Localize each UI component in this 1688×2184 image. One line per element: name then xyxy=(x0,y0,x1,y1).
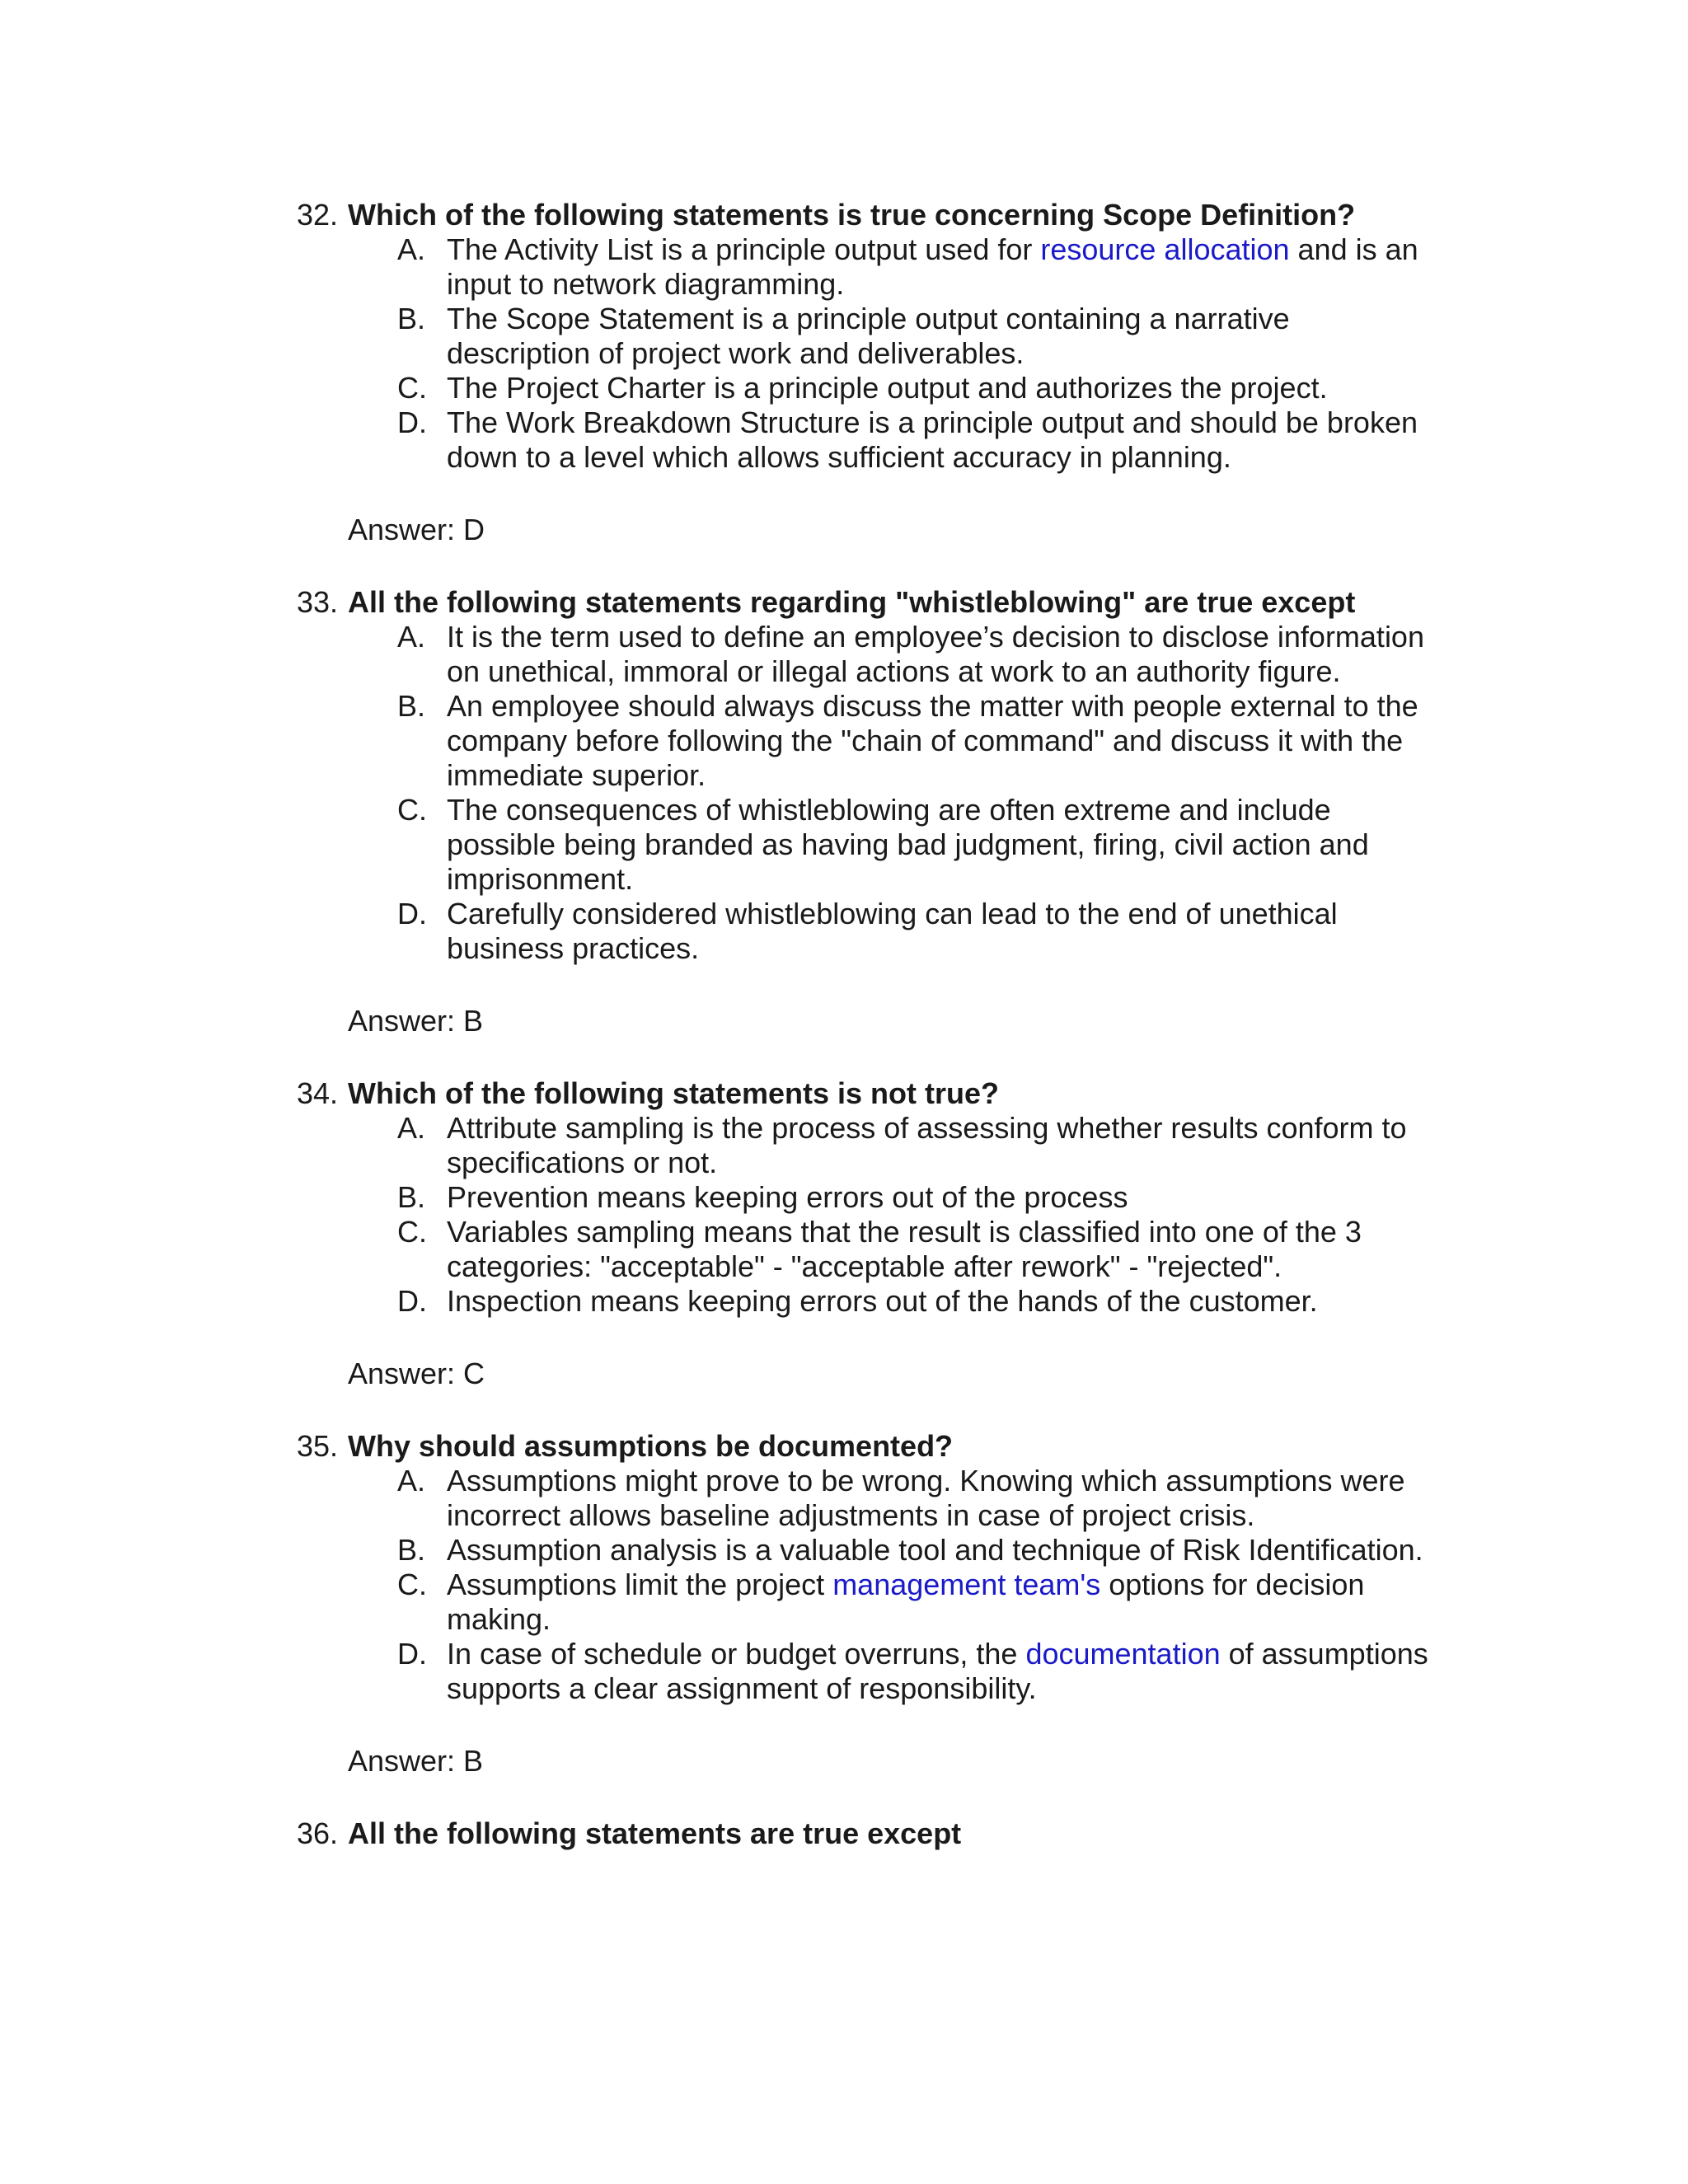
question-number: 33. xyxy=(297,585,339,619)
option-letter: B. xyxy=(397,1533,426,1567)
option-text: The Activity List is a principle output used for xyxy=(447,232,1041,266)
option-c xyxy=(297,793,1436,897)
option-letter: B. xyxy=(397,302,426,335)
option-text: The consequences of whistleblowing are often extreme and include possible being branded as having bad judgment, firing, civil action and imprisonment. xyxy=(447,793,1369,896)
spacer xyxy=(297,1391,1451,1429)
option-text: Attribute sampling is the process of assessing whether results conform to specifications or not. xyxy=(447,1111,1407,1179)
question-35 xyxy=(297,1429,1451,1816)
question-number: 36. xyxy=(297,1816,339,1850)
documentation-link[interactable]: documentation xyxy=(1025,1637,1221,1671)
option-d xyxy=(297,405,1436,475)
question-heading xyxy=(297,198,1451,232)
option-text: The Scope Statement is a principle output containing a narrative description of project work and deliverables. xyxy=(447,302,1290,370)
option-letter: A. xyxy=(397,620,426,654)
option-d xyxy=(297,897,1436,966)
option-a xyxy=(297,1111,1436,1180)
option-text: Variables sampling means that the result is classified into one of the 3 categories: "acceptable" - "acceptable after rework" - "rejected". xyxy=(447,1215,1362,1283)
spacer xyxy=(297,1779,1451,1816)
option-a xyxy=(297,620,1436,689)
question-36 xyxy=(297,1816,1451,1851)
option-text: The Project Charter is a principle output and authorizes the project. xyxy=(447,371,1328,405)
option-c xyxy=(297,1215,1436,1284)
option-list xyxy=(297,1464,1451,1706)
answer-line: Answer: B xyxy=(348,1004,484,1038)
option-letter: A. xyxy=(397,1111,426,1145)
option-text: It is the term used to define an employee’s decision to disclose information on unethical, immoral or illegal actions at work to an authority figure. xyxy=(447,620,1424,688)
option-b xyxy=(297,302,1436,371)
option-text: Assumption analysis is a valuable tool and technique of Risk Identification. xyxy=(447,1533,1423,1567)
option-text-tail: of assumptions supports a clear assignment of responsibility. xyxy=(447,1637,1428,1705)
question-text: All the following statements are true except xyxy=(348,1816,962,1850)
option-letter: C. xyxy=(397,1568,427,1601)
option-list xyxy=(297,232,1451,475)
option-text: Prevention means keeping errors out of the process xyxy=(447,1180,1128,1214)
spacer xyxy=(297,1038,1451,1076)
option-text: The Work Breakdown Structure is a principle output and should be broken down to a level which allows sufficient accuracy in planning. xyxy=(447,405,1418,474)
option-letter: D. xyxy=(397,897,427,930)
option-text: In case of schedule or budget overruns, the xyxy=(447,1637,1026,1671)
option-letter: A. xyxy=(397,232,426,266)
option-b xyxy=(297,1533,1436,1568)
option-c xyxy=(297,371,1436,405)
question-heading xyxy=(297,1076,1451,1111)
question-number: 35. xyxy=(297,1429,339,1463)
question-text: Which of the following statements is not true? xyxy=(348,1076,999,1110)
option-letter: D. xyxy=(397,1284,427,1318)
question-text: Why should assumptions be documented? xyxy=(348,1429,954,1463)
answer-line: Answer: C xyxy=(348,1357,485,1390)
option-text-tail: options for decision making. xyxy=(447,1568,1365,1636)
option-b xyxy=(297,1180,1436,1215)
option-text: Inspection means keeping errors out of the hands of the customer. xyxy=(447,1284,1318,1318)
option-list xyxy=(297,620,1451,966)
question-text: Which of the following statements is true concerning Scope Definition? xyxy=(348,198,1356,232)
question-34 xyxy=(297,1076,1451,1429)
option-list xyxy=(297,1111,1451,1319)
option-letter: B. xyxy=(397,689,426,723)
question-heading xyxy=(297,1429,1451,1464)
option-b xyxy=(297,689,1436,793)
option-d xyxy=(297,1284,1436,1319)
option-a xyxy=(297,1464,1436,1533)
question-32 xyxy=(297,198,1451,585)
option-letter: C. xyxy=(397,371,427,405)
option-c xyxy=(297,1568,1436,1637)
spacer xyxy=(297,547,1451,585)
answer-line: Answer: D xyxy=(348,513,485,546)
option-letter: D. xyxy=(397,1637,427,1671)
question-heading xyxy=(297,1816,1451,1851)
option-letter: B. xyxy=(397,1180,426,1214)
question-text: All the following statements regarding "whistleblowing" are true except xyxy=(348,585,1356,619)
option-letter: A. xyxy=(397,1464,426,1497)
answer-line: Answer: B xyxy=(348,1744,484,1778)
management-team-link[interactable]: management team's xyxy=(832,1568,1101,1601)
option-text-tail: and is an input to network diagramming. xyxy=(447,232,1418,301)
question-heading xyxy=(297,585,1451,620)
option-d xyxy=(297,1637,1436,1706)
question-number: 32. xyxy=(297,198,339,232)
question-number: 34. xyxy=(297,1076,339,1110)
option-a xyxy=(297,232,1436,302)
option-letter: C. xyxy=(397,793,427,827)
question-33 xyxy=(297,585,1451,1076)
option-text: Assumptions might prove to be wrong. Knowing which assumptions were incorrect allows baseline adjustments in case of project crisis. xyxy=(447,1464,1405,1532)
resource-allocation-link[interactable]: resource allocation xyxy=(1040,232,1290,266)
option-text: Carefully considered whistleblowing can lead to the end of unethical business practices. xyxy=(447,897,1338,965)
option-text: Assumptions limit the project xyxy=(447,1568,833,1601)
option-letter: C. xyxy=(397,1215,427,1249)
option-letter: D. xyxy=(397,405,427,439)
document-page xyxy=(0,198,1688,1851)
option-text: An employee should always discuss the matter with people external to the company before following the "chain of command" and discuss it with the immediate superior. xyxy=(447,689,1418,792)
